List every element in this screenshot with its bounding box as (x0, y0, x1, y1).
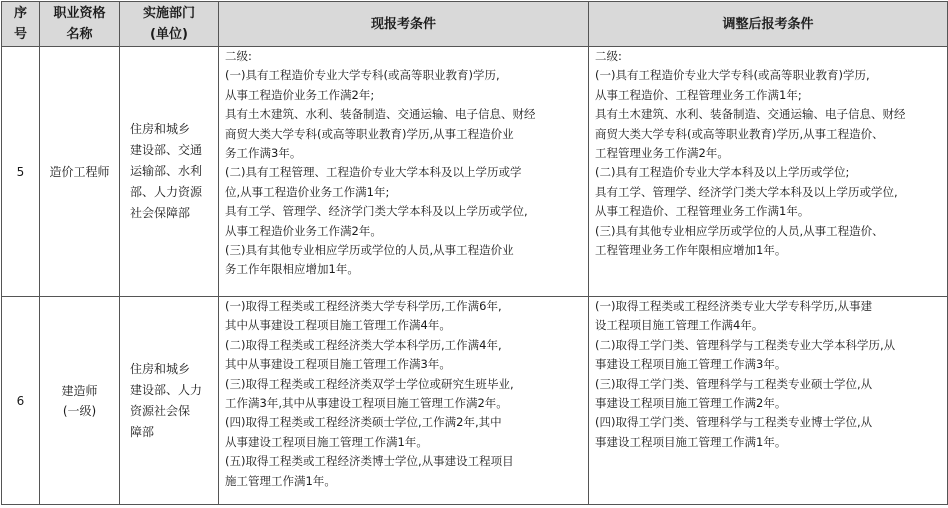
condition-line: (一)具有工程造价专业大学专科(或高等职业教育)学历, (595, 68, 870, 83)
row-dept-line: 运输部、水利 (130, 164, 203, 178)
condition-line: 从事工程造价业务工作满2年; (225, 87, 375, 102)
table-row (2, 47, 948, 297)
header-dept (120, 2, 219, 47)
adjusted-conditions (589, 47, 948, 297)
row-dept-line: 住房和城乡 (130, 361, 191, 376)
condition-line: 位,从事工程造价业务工作满1年; (225, 184, 390, 199)
condition-line: 事建设工程项目施工管理工作满2年。 (595, 396, 787, 411)
header-adjusted: 调整后报考条件 (589, 2, 948, 47)
row-seq: 5 (2, 47, 40, 297)
condition-line: 从事建设工程项目施工管理工作满1年。 (225, 434, 428, 449)
header-seq-line: 号 (13, 27, 27, 42)
condition-line: 具有土木建筑、水利、装备制造、交通运输、电子信息、财经 (225, 107, 536, 122)
row-seq: 6 (2, 297, 40, 505)
condition-line: 二级: (225, 49, 252, 63)
condition-line: (一)具有工程造价专业大学专科(或高等职业教育)学历, (225, 68, 500, 83)
condition-line: 从事工程造价、工程管理业务工作满1年。 (595, 204, 810, 219)
condition-line: (四)取得工学门类、管理科学与工程类专业博士学位,从 (595, 415, 873, 430)
row-dept-line: 建设部、交通 (130, 143, 203, 157)
row-dept-line: 住房和城乡 (130, 122, 191, 136)
condition-line: 具有工学、管理学、经济学门类大学本科及以上学历或学位, (225, 204, 528, 219)
condition-line: 二级: (595, 49, 622, 63)
condition-line: 务工作满3年。 (225, 146, 302, 161)
condition-line: 事建设工程项目施工管理工作满3年。 (595, 357, 787, 372)
row-name-line: 建造师 (61, 383, 98, 398)
row-dept (120, 297, 219, 505)
condition-line: 商贸大类大学专科(或高等职业教育)学历,从事工程造价业 (225, 126, 514, 141)
condition-line: (一)取得工程类或工程经济类大学专科学历,工作满6年, (225, 299, 502, 313)
header-dept-line: (单位) (150, 27, 188, 42)
adjusted-conditions (589, 297, 948, 505)
table-row (2, 297, 948, 505)
condition-line: (三)取得工学门类、管理科学与工程类专业硕士学位,从 (595, 376, 873, 391)
current-conditions (219, 297, 589, 505)
header-seq-line: 序 (13, 6, 27, 21)
condition-line: 从事工程造价、工程管理业务工作满1年; (595, 87, 802, 102)
condition-line: (二)取得工程类或工程经济类大学本科学历,工作满4年, (225, 337, 502, 352)
row-dept-line: 资源社会保 (130, 403, 191, 418)
condition-line: 具有土木建筑、水利、装备制造、交通运输、电子信息、财经 (595, 107, 906, 122)
qualification-table (1, 1, 948, 505)
condition-line: (一)取得工程类或工程经济类专业大学专科学历,从事建 (595, 299, 873, 313)
condition-line: (五)取得工程类或工程经济类博士学位,从事建设工程项目 (225, 454, 514, 469)
header-dept-line: 实施部门 (142, 6, 195, 21)
condition-line: (三)具有其他专业相应学历或学位的人员,从事工程造价业 (225, 243, 514, 258)
condition-line: 其中从事建设工程项目施工管理工作满3年。 (225, 357, 451, 372)
header-name (40, 2, 120, 47)
row-dept-line: 社会保障部 (130, 206, 191, 220)
row-dept-line: 障部 (130, 424, 155, 439)
condition-line: 其中从事建设工程项目施工管理工作满4年。 (225, 318, 451, 333)
condition-line: 工程管理业务工作年限相应增加1年。 (595, 243, 787, 258)
condition-line: 设工程项目施工管理工作满4年。 (595, 318, 764, 333)
header-row (2, 2, 948, 47)
header-name-line: 名称 (66, 27, 93, 42)
condition-line: 具有工学、管理学、经济学门类大学本科及以上学历或学位, (595, 184, 898, 199)
row-name (40, 47, 120, 297)
header-current: 现报考条件 (219, 2, 589, 47)
condition-line: 从事工程造价业务工作满2年。 (225, 223, 382, 238)
condition-line: (二)取得工学门类、管理科学与工程类专业大学本科学历,从 (595, 337, 896, 352)
condition-line: 施工管理工作满1年。 (225, 473, 336, 488)
condition-line: (二)具有工程造价专业大学本科及以上学历或学位; (595, 165, 850, 180)
header-seq (2, 2, 40, 47)
condition-line: 工程管理业务工作满2年。 (595, 146, 729, 161)
row-dept-line: 建设部、人力 (130, 382, 203, 397)
condition-line: 事建设工程项目施工管理工作满1年。 (595, 434, 787, 449)
condition-line: (二)具有工程管理、工程造价专业大学本科及以上学历或学 (225, 165, 522, 180)
current-conditions (219, 47, 589, 297)
condition-line: (四)取得工程类或工程经济类硕士学位,工作满2年,其中 (225, 415, 502, 430)
row-dept-line: 部、人力资源 (130, 185, 203, 199)
row-name-line: 造价工程师 (49, 164, 110, 179)
condition-line: 务工作年限相应增加1年。 (225, 262, 359, 277)
condition-line: 商贸大类大学专科(或高等职业教育)学历,从事工程造价、 (595, 126, 884, 141)
row-name-line: (一级) (62, 403, 97, 418)
row-dept (120, 47, 219, 297)
row-name (40, 297, 120, 505)
condition-line: 工作满3年,其中从事建设工程项目施工管理工作满2年。 (225, 396, 508, 411)
header-name-line: 职业资格 (53, 6, 106, 21)
condition-line: (三)取得工程类或工程经济类双学士学位或研究生班毕业, (225, 376, 514, 391)
condition-line: (三)具有其他专业相应学历或学位的人员,从事工程造价、 (595, 223, 884, 238)
